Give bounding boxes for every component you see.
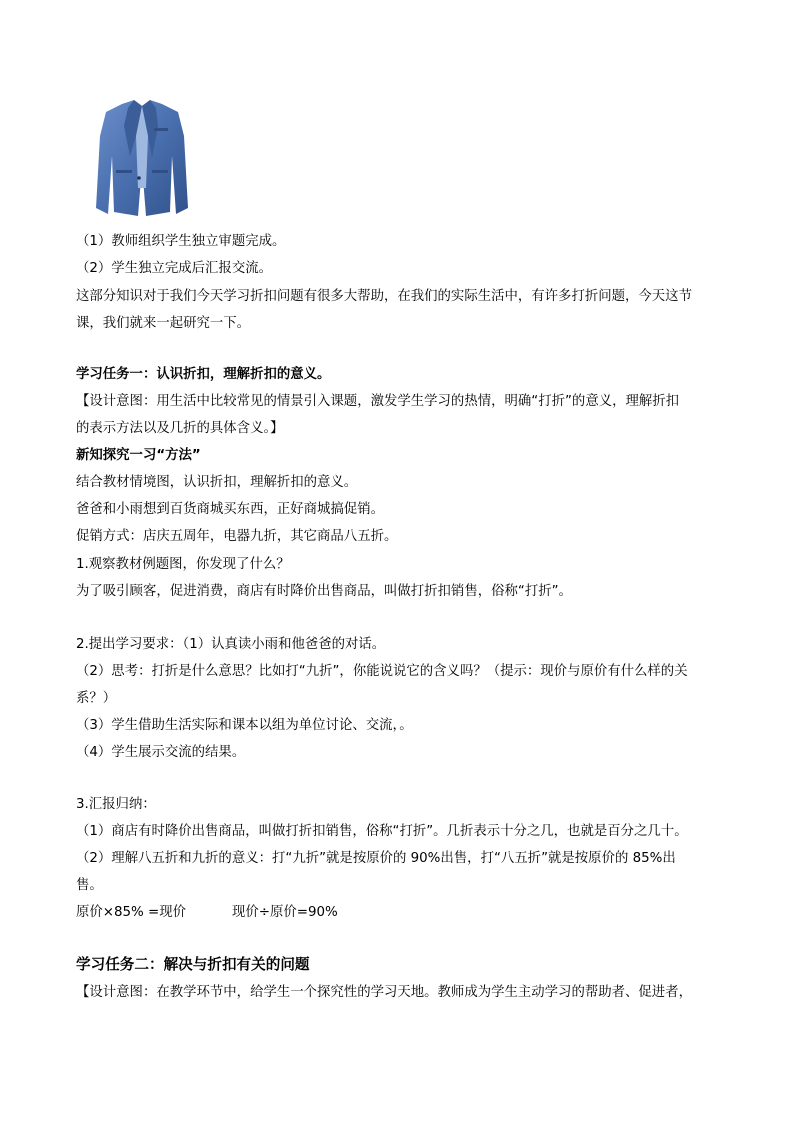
section-heading: 学习任务一：认识折扣，理解折扣的意义。 [76,367,331,382]
paragraph: 售。 [76,878,103,893]
section-heading: 学习任务二：解决与折扣有关的问题 [76,956,310,973]
paragraph: 【设计意图：在教学环节中，给学生一个探究性的学习天地。教师成为学生主动学习的帮助者、促进者， [76,985,692,1000]
paragraph: 爸爸和小雨想到百货商城买东西，正好商城搞促销。 [76,502,384,517]
paragraph: （2）理解八五折和九折的意义：打“九折”就是按原价的 90%出售，打“八五折”就是按原价的 85%出 [76,851,676,866]
formula-line [76,904,338,922]
paragraph: 【设计意图：用生活中比较常见的情景引入课题，激发学生学习的热情，明确“打折”的意义，理解折扣 [76,394,680,409]
paragraph: （2）学生独立完成后汇报交流。 [76,261,272,276]
paragraph: 3.汇报归纳： [76,797,156,812]
paragraph: （1）商店有时降价出售商品，叫做打折扣销售，俗称“打折”。几折表示十分之几，也就是百分之几十。 [76,824,688,839]
paragraph: （3）学生借助生活实际和课本以组为单位讨论、交流，。 [76,718,413,733]
paragraph: 为了吸引顾客，促进消费，商店有时降价出售商品，叫做打折扣销售，俗称“打折”。 [76,584,572,599]
paragraph: （4）学生展示交流的结果。 [76,745,246,760]
paragraph: （2）思考：打折是什么意思？比如打“九折”，你能说说它的含义吗？（提示：现价与原价有什么样的关 [76,664,688,679]
paragraph: 1.观察教材例题图，你发现了什么？ [76,557,290,572]
formula-right: 现价÷原价=90% [232,905,338,920]
formula-left: 原价×85% =现价 [76,905,187,920]
paragraph: 的表示方法以及几折的具体含义。】 [76,421,284,436]
paragraph: 这部分知识对于我们今天学习折扣问题有很多大帮助，在我们的实际生活中，有许多打折问题，今天这节 [76,289,692,304]
blazer-jacket-image [92,96,192,218]
paragraph: 促销方式：店庆五周年，电器九折，其它商品八五折。 [76,529,398,544]
paragraph: 系？） [76,691,117,706]
paragraph: （1）教师组织学生独立审题完成。 [76,234,286,249]
paragraph: 课，我们就来一起研究一下。 [76,316,251,331]
paragraph: 2.提出学习要求：（1）认真读小雨和他爸爸的对话。 [76,637,386,652]
paragraph: 结合教材情境图，认识折扣，理解折扣的意义。 [76,475,358,490]
sub-heading: 新知探究一习“方法” [76,448,201,463]
